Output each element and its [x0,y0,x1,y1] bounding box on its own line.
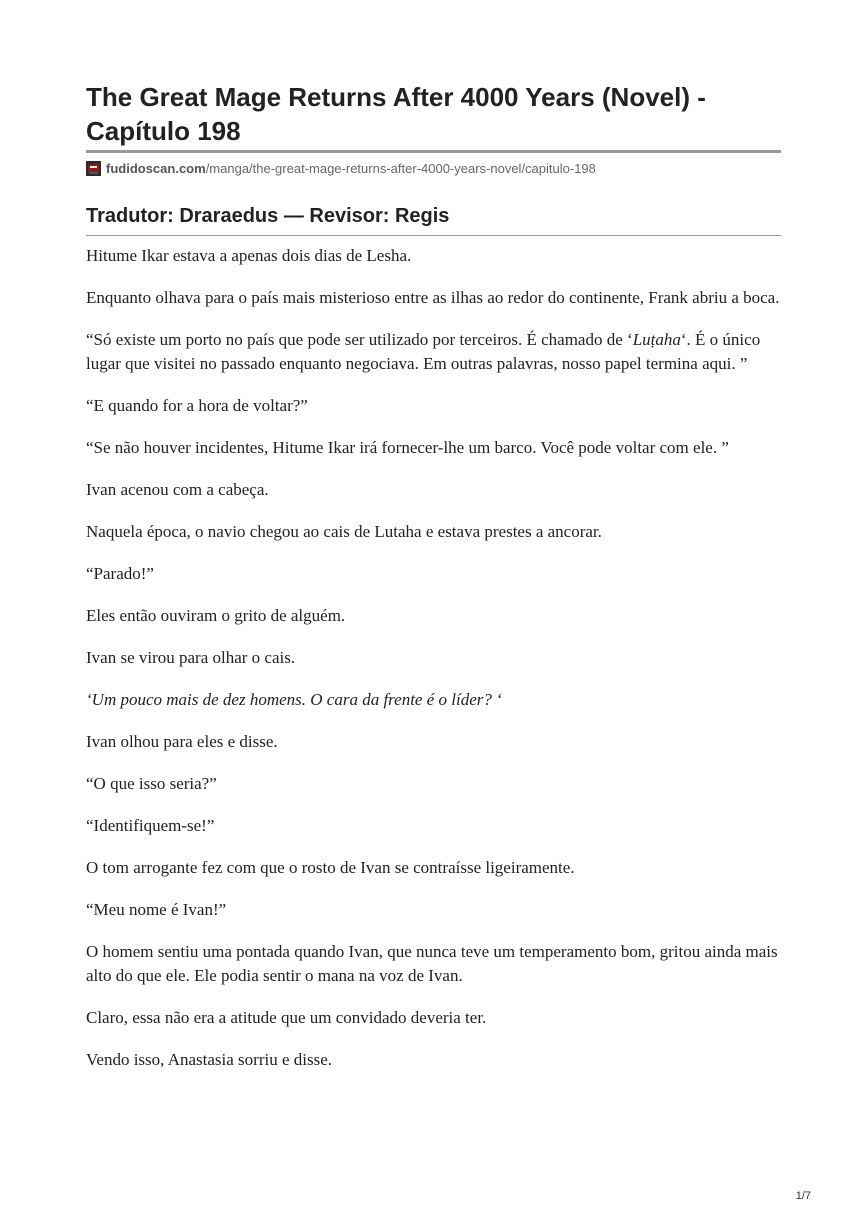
paragraph-part: ‘. É o único lugar que visitei no passado enquanto negociava. Em outras palavras, nosso papel termina aqui. ” [86,330,761,373]
page-number: 1/7 [795,1190,811,1202]
paragraph: “Meu nome é Ivan!” [86,900,227,919]
paragraph: Vendo isso, Anastasia sorriu e disse. [86,1050,333,1069]
subtitle-divider [86,235,781,236]
source-domain: fudidoscan.com [106,160,206,176]
paragraph: “Parado!” [86,564,154,583]
page-title: The Great Mage Returns After 4000 Years (Novel) - Capítulo 198 [86,82,706,146]
paragraph [86,328,781,376]
inner-thought: ‘Um pouco mais de dez homens. O cara da frente é o líder? ‘ [86,690,502,709]
paragraph: “E quando for a hora de voltar?” [86,396,308,415]
paragraph: Hitume Ikar estava a apenas dois dias de Lesha. [86,246,412,265]
paragraph: Claro, essa não era a atitude que um convidado deveria ter. [86,1008,487,1027]
site-favicon-icon [86,161,101,176]
paragraph: “O que isso seria?” [86,774,217,793]
paragraph: O tom arrogante fez com que o rosto de Ivan se contraísse ligeiramente. [86,858,575,877]
paragraph: Ivan olhou para eles e disse. [86,732,278,751]
paragraph: “Identifiquem-se!” [86,816,215,835]
paragraph: Naquela época, o navio chegou ao cais de Lutaha e estava prestes a ancorar. [86,522,602,541]
chapter-body [86,244,781,1090]
place-name-italic: Luṭaha [632,330,681,349]
paragraph: Enquanto olhava para o país mais misterioso entre as ilhas ao redor do continente, Frank abriu a boca. [86,288,780,307]
paragraph-italic [86,688,781,712]
paragraph: Ivan acenou com a cabeça. [86,480,269,499]
paragraph-part: “Só existe um porto no país que pode ser utilizado por terceiros. É chamado de ‘ [86,330,633,349]
source-url[interactable] [86,158,596,178]
paragraph: “Se não houver incidentes, Hitume Ikar irá fornecer-lhe um barco. Você pode voltar com ele. ” [86,438,729,457]
translator-credits: Tradutor: Draraedus — Revisor: Regis [86,205,450,227]
paragraph: Ivan se virou para olhar o cais. [86,648,296,667]
paragraph: O homem sentiu uma pontada quando Ivan, que nunca teve um temperamento bom, gritou ainda mais alto do que ele. Ele podia sentir o mana na voz de Ivan. [86,942,778,985]
source-path: /manga/the-great-mage-returns-after-4000-years-novel/capitulo-198 [205,160,596,176]
title-divider [86,150,781,153]
paragraph: Eles então ouviram o grito de alguém. [86,606,346,625]
